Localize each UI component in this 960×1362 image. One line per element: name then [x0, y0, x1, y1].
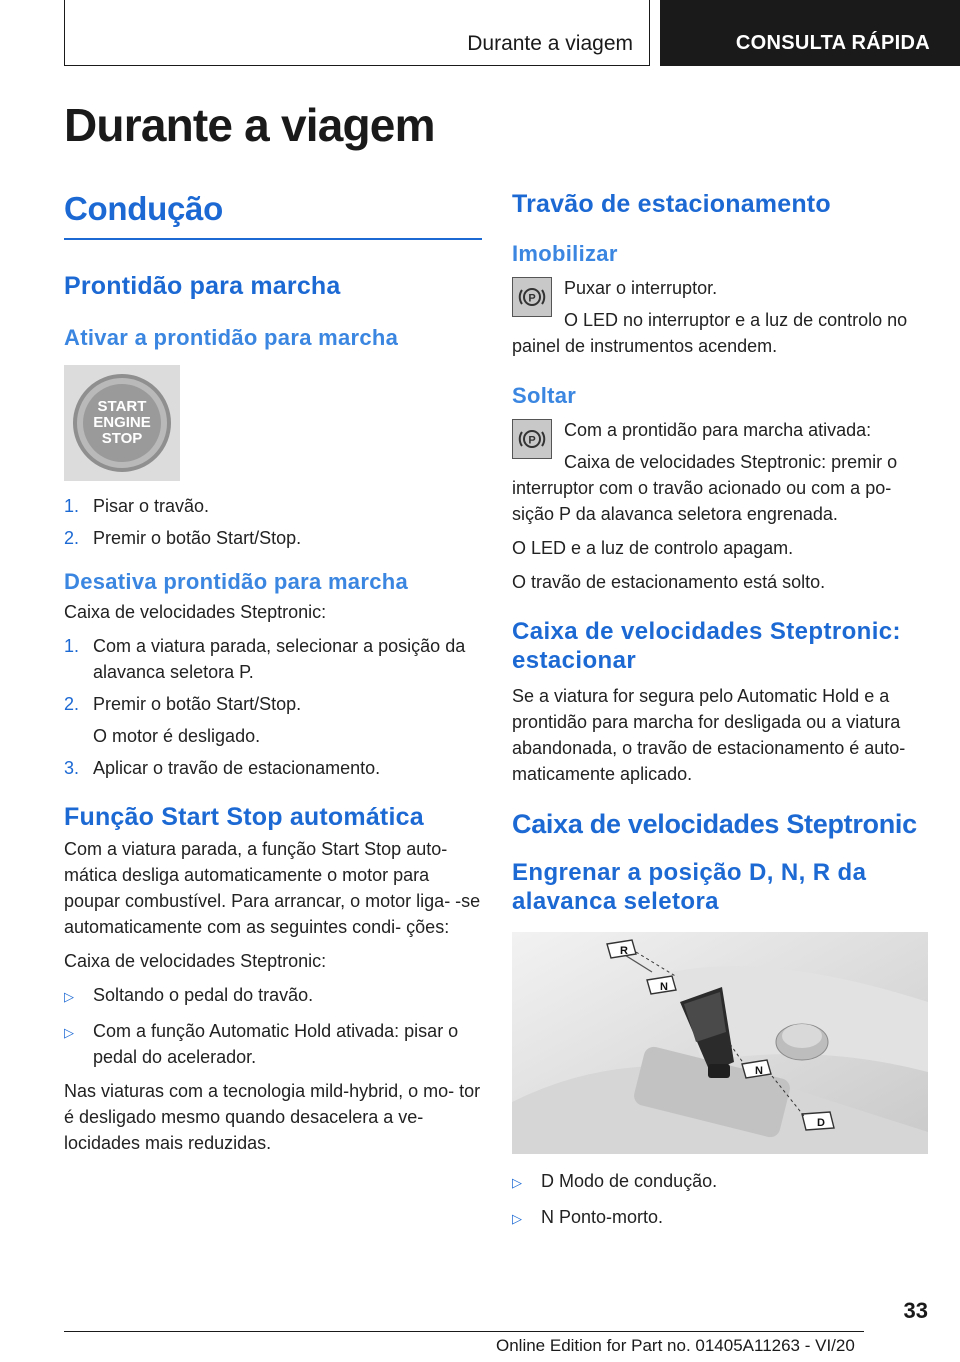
gear-label-n1: N — [660, 981, 668, 993]
start-button-face — [83, 384, 161, 462]
gear-label-d: D — [817, 1117, 825, 1129]
hold-paragraph-2: O LED no interruptor e a luz de controlo no painel de instrumentos acendem. — [512, 310, 908, 356]
step-text: Premir o botão Start/Stop. — [93, 528, 302, 548]
hold-block — [512, 275, 930, 359]
parking-brake-icon — [512, 277, 552, 317]
section-rule — [64, 238, 482, 240]
bullet-triangle-icon: ▷ — [512, 1175, 522, 1190]
autostop-paragraph-2: Caixa de velocidades Steptronic: — [64, 951, 327, 971]
page-title: Durante a viagem — [64, 99, 435, 151]
activate-steps — [64, 493, 482, 551]
header-tab-label: CONSULTA RÁPIDA — [735, 32, 930, 54]
release-paragraph-2: Caixa de velocidades Steptronic: premir o interruptor com o travão acionado ou com a po- sição P da alavanca seletora engrenada. — [512, 452, 898, 524]
start-button-text-1: START — [97, 398, 147, 415]
list-item — [64, 633, 482, 685]
release-paragraph-4: O travão de estacionamento está solto. — [512, 572, 826, 592]
left-column — [64, 190, 482, 1156]
header-section-title: Durante a viagem — [467, 32, 633, 55]
heading-ready-to-drive: Prontidão para marcha — [64, 272, 341, 300]
step-text: Pisar o travão. — [93, 496, 210, 516]
list-item — [512, 1204, 930, 1232]
header-section-box — [64, 0, 650, 66]
heading-release: Soltar — [512, 383, 577, 408]
step-number: 1. — [64, 496, 80, 516]
release-block — [512, 417, 930, 595]
gear-selector-image — [512, 932, 928, 1154]
list-item — [64, 1018, 482, 1070]
start-button-ring — [73, 374, 171, 472]
step-number: 1. — [64, 636, 80, 656]
start-button-text-3: STOP — [101, 430, 143, 447]
release-paragraph-1: Com a prontidão para marcha ativada: — [564, 420, 872, 440]
start-stop-button-image — [64, 365, 180, 481]
gear-label-n2: N — [755, 1065, 763, 1077]
section-heading-driving: Condução — [64, 190, 223, 227]
deactivate-steps — [64, 633, 482, 781]
bullet-text: D Modo de condução. — [541, 1171, 718, 1191]
start-button-text-2: ENGINE — [93, 414, 151, 431]
gear-bullets — [512, 1168, 930, 1232]
heading-parking-brake: Travão de estacionamento — [512, 190, 831, 218]
list-item — [64, 493, 482, 519]
bullet-text: Com a função Automatic Hold ativada: pisar o pedal do acelerador. — [93, 1021, 459, 1067]
autostop-bullets — [64, 982, 482, 1070]
list-item — [64, 525, 482, 551]
heading-steptronic-park: Caixa de velocidades Steptronic: estacionar — [512, 618, 901, 674]
footer-rule — [64, 1331, 864, 1332]
step-note: O motor é desligado. — [93, 726, 261, 746]
list-item — [512, 1168, 930, 1196]
right-column — [512, 190, 930, 1232]
heading-activate-ready: Ativar a prontidão para marcha — [64, 325, 399, 350]
bullet-text: N Ponto-morto. — [541, 1207, 664, 1227]
heading-deactivate-ready: Desativa prontidão para marcha — [64, 569, 409, 594]
autostop-paragraph-1: Com a viatura parada, a função Start Stop auto- mática desliga automaticamente o motor para poupar combustível. Para arrancar, o motor liga- -se automaticamente com as seguintes condi- ções: — [64, 839, 481, 937]
release-paragraph-3: O LED e a luz de controlo apagam. — [512, 538, 794, 558]
heading-hold: Imobilizar — [512, 241, 618, 266]
step-text: Premir o botão Start/Stop. — [93, 694, 302, 714]
park-paragraph: Se a viatura for segura pelo Automatic Hold e a prontidão para marcha for desligada ou a viatura abandonada, o travão de estacionamento é auto- maticamente aplicado. — [512, 686, 906, 784]
step-text: Aplicar o travão de estacionamento. — [93, 758, 381, 778]
bullet-text: Soltando o pedal do travão. — [93, 985, 314, 1005]
svg-text:P: P — [528, 292, 536, 305]
gear-label-r: R — [620, 945, 628, 957]
footer-edition: Online Edition for Part no. 01405A11263 - VI/20 — [496, 1336, 855, 1355]
svg-text:P: P — [528, 434, 536, 447]
bullet-triangle-icon: ▷ — [512, 1211, 522, 1226]
list-item — [64, 982, 482, 1010]
list-item — [64, 755, 482, 781]
parking-brake-icon — [512, 419, 552, 459]
step-text: Com a viatura parada, selecionar a posição da alavanca seletora P. — [93, 636, 466, 682]
header-tab[interactable] — [660, 0, 960, 66]
step-number: 3. — [64, 758, 80, 778]
autostop-paragraph-3: Nas viaturas com a tecnologia mild-hybrid, o mo- tor é desligado mesmo quando desacelera a ve- locidades mais reduzidas. — [64, 1081, 481, 1153]
bullet-triangle-icon: ▷ — [64, 989, 74, 1004]
heading-auto-start-stop: Função Start Stop automática — [64, 803, 424, 831]
step-number: 2. — [64, 694, 80, 714]
hold-paragraph-1: Puxar o interruptor. — [564, 278, 718, 298]
list-item — [64, 691, 482, 717]
deactivate-intro: Caixa de velocidades Steptronic: — [64, 602, 327, 622]
heading-engage-positions: Engrenar a posição D, N, R da alavanca seletora — [512, 859, 867, 915]
step-number: 2. — [64, 528, 80, 548]
bullet-triangle-icon: ▷ — [64, 1025, 74, 1040]
page-number: 33 — [903, 1298, 928, 1323]
section-heading-steptronic: Caixa de velocidades Steptronic — [512, 809, 917, 839]
